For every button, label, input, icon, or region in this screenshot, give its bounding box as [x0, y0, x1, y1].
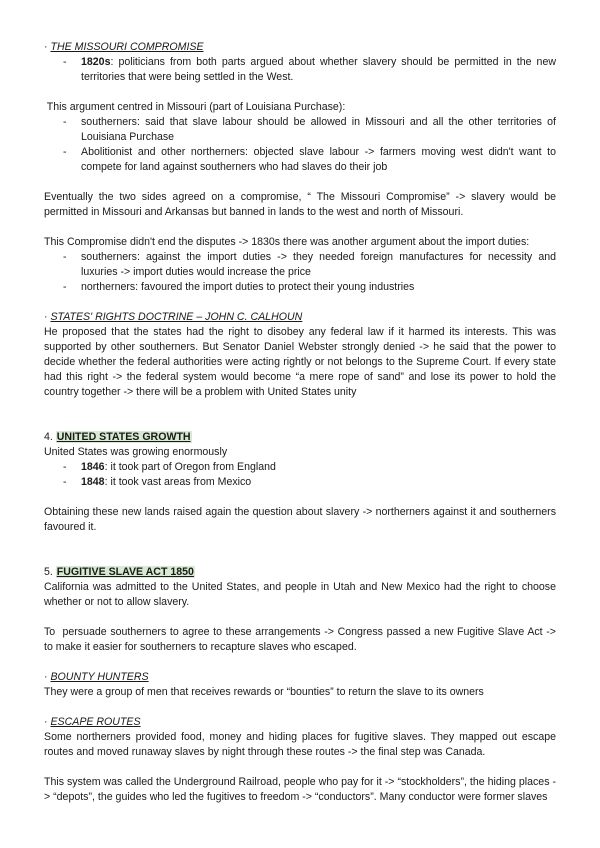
states-rights-heading: · STATES' RIGHTS DOCTRINE – JOHN C. CALHOUN: [44, 311, 303, 323]
document-page: [44, 40, 562, 805]
list-item: - southerners: against the import duties -> they needed foreign manufactures for necessity and luxuries -> import duties would increase the price: [63, 251, 556, 278]
import-duties-paragraph: This Compromise didn't end the disputes -> 1830s there was another argument about the import duties:: [44, 236, 530, 248]
growth-heading: 4. UNITED STATES GROWTH: [44, 431, 191, 443]
list-item: - Abolitionist and other northerners: objected slave labour -> farmers moving west didn't want to compete for land against southerners who had slaves do their job: [63, 146, 556, 173]
fugitive-heading: 5. FUGITIVE SLAVE ACT 1850: [44, 566, 194, 578]
escape-paragraph-1: Some northerners provided food, money and hiding places for fugitive slaves. They mapped out escape routes and moved runaway slaves by night through these routes -> the final step was Canada.: [44, 731, 556, 758]
bounty-title: BOUNTY HUNTERS: [50, 671, 149, 683]
list-item: - 1846: it took part of Oregon from England: [63, 461, 276, 473]
escape-heading: · ESCAPE ROUTES: [44, 716, 141, 728]
growth-intro: United States was growing enormously: [44, 446, 228, 458]
list-item: - 1848: it took vast areas from Mexico: [63, 476, 252, 488]
states-rights-title: STATES' RIGHTS DOCTRINE – JOHN C. CALHOUN: [50, 311, 303, 323]
states-rights-text: He proposed that the states had the right to disobey any federal law if it harmed its interests. This was supported by other southerners. But Senator Daniel Webster strongly denied -> he said that the power to decide whether the federal authorities were acting rightly or not belongs to the Supreme Court. If every state had this right -> the federal system would become “a mere rope of sand” and lose its power to hold the country together -> there will be a problem with United States unity: [44, 326, 556, 398]
missouri-title: THE MISSOURI COMPROMISE: [50, 41, 204, 53]
growth-title: UNITED STATES GROWTH: [56, 431, 191, 443]
escape-paragraph-2: This system was called the Underground Railroad, people who pay for it -> “stockholders”, the hiding places -> “depots”, the guides who led the fugitives to freedom -> “conductors”. Many conductor were former slaves: [44, 776, 556, 803]
growth-paragraph: Obtaining these new lands raised again the question about slavery -> northerners against it and southerners favoured it.: [44, 506, 556, 533]
missouri-heading: · THE MISSOURI COMPROMISE: [44, 41, 204, 53]
fugitive-title: FUGITIVE SLAVE ACT 1850: [56, 566, 194, 578]
list-item: - 1820s: politicians from both parts argued about whether slavery should be permitted in the new territories that were being settled in the West.: [63, 56, 556, 83]
escape-title: ESCAPE ROUTES: [50, 716, 141, 728]
fugitive-paragraph-2: To persuade southerners to agree to these arrangements -> Congress passed a new Fugitive Slave Act -> to make it easier for southerners to recapture slaves who escaped.: [44, 626, 562, 653]
missouri-paragraph: Eventually the two sides agreed on a compromise, “ The Missouri Compromise” -> slavery would be permitted in Missouri and Arkansas but banned in lands to the west and north of Missouri.: [44, 191, 556, 218]
fugitive-paragraph-1: California was admitted to the United States, and people in Utah and New Mexico had the right to choose whether or not to allow slavery.: [44, 581, 556, 608]
list-item: - southerners: said that slave labour should be allowed in Missouri and all the other territories of Louisiana Purchase: [63, 116, 556, 143]
bounty-heading: · BOUNTY HUNTERS: [44, 671, 149, 683]
missouri-intro: This argument centred in Missouri (part of Louisiana Purchase):: [44, 101, 346, 113]
list-item: - northerners: favoured the import duties to protect their young industries: [63, 281, 415, 293]
bounty-text: They were a group of men that receives rewards or “bounties” to return the slave to its owners: [44, 686, 484, 698]
